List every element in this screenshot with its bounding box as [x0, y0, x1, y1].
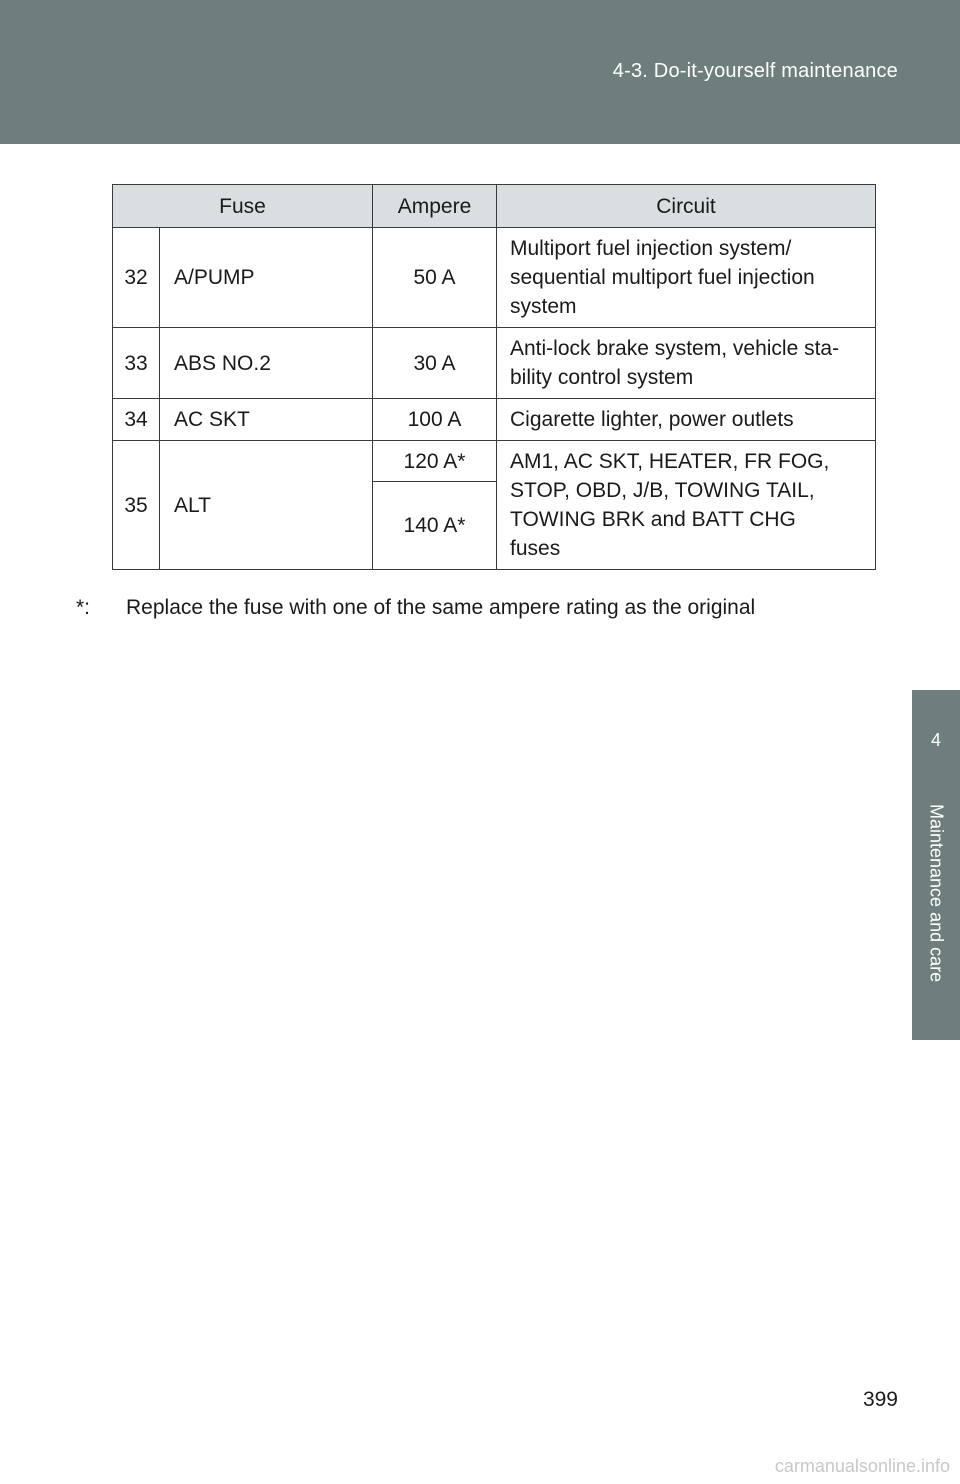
fuse-ampere: 100 A — [373, 399, 497, 441]
section-title: 4-3. Do-it-yourself maintenance — [612, 60, 898, 82]
fuse-name: AC SKT — [160, 399, 373, 441]
footnote — [76, 596, 755, 620]
table-header-row — [113, 185, 876, 228]
chapter-number: 4 — [930, 730, 941, 750]
fuse-circuit — [497, 441, 876, 570]
column-header-fuse: Fuse — [113, 185, 373, 228]
circuit-line: TOWING BRK and BATT CHG — [510, 508, 796, 531]
fuse-number: 34 — [113, 399, 160, 441]
fuse-name: ABS NO.2 — [160, 328, 373, 399]
fuse-ampere: 120 A* — [373, 441, 497, 482]
fuse-circuit — [497, 399, 876, 441]
column-header-circuit: Circuit — [497, 185, 876, 228]
fuse-ampere: 50 A — [373, 228, 497, 328]
circuit-line: sequential multiport fuel injection — [510, 266, 815, 289]
fuse-circuit — [497, 328, 876, 399]
fuse-table — [112, 184, 876, 570]
table-row — [113, 228, 876, 328]
column-header-ampere: Ampere — [373, 185, 497, 228]
circuit-line: Anti-lock brake system, vehicle sta- — [510, 337, 840, 360]
fuse-circuit — [497, 228, 876, 328]
circuit-line: Cigarette lighter, power outlets — [510, 408, 794, 431]
fuse-ampere: 30 A — [373, 328, 497, 399]
fuse-number: 33 — [113, 328, 160, 399]
footnote-text: Replace the fuse with one of the same ampere rating as the original — [126, 596, 756, 619]
header-band — [0, 0, 960, 144]
watermark: carmanualsonline.info — [774, 1456, 950, 1476]
circuit-line: STOP, OBD, J/B, TOWING TAIL, — [510, 479, 815, 502]
table-row — [113, 328, 876, 399]
circuit-line: AM1, AC SKT, HEATER, FR FOG, — [510, 450, 830, 473]
circuit-line: Multiport fuel injection system/ — [510, 237, 792, 260]
fuse-name: ALT — [160, 441, 373, 570]
chapter-label: Maintenance and care — [926, 804, 947, 983]
fuse-name: A/PUMP — [160, 228, 373, 328]
page-number: 399 — [862, 1388, 898, 1411]
circuit-line: system — [510, 295, 577, 318]
footnote-mark: *: — [76, 596, 91, 619]
table-row — [113, 399, 876, 441]
chapter-side-tab[interactable] — [912, 690, 960, 1040]
fuse-ampere: 140 A* — [373, 482, 497, 570]
table-row — [113, 441, 876, 482]
circuit-line: bility control system — [510, 366, 694, 389]
circuit-line: fuses — [510, 537, 561, 560]
fuse-number: 35 — [113, 441, 160, 570]
fuse-number: 32 — [113, 228, 160, 328]
